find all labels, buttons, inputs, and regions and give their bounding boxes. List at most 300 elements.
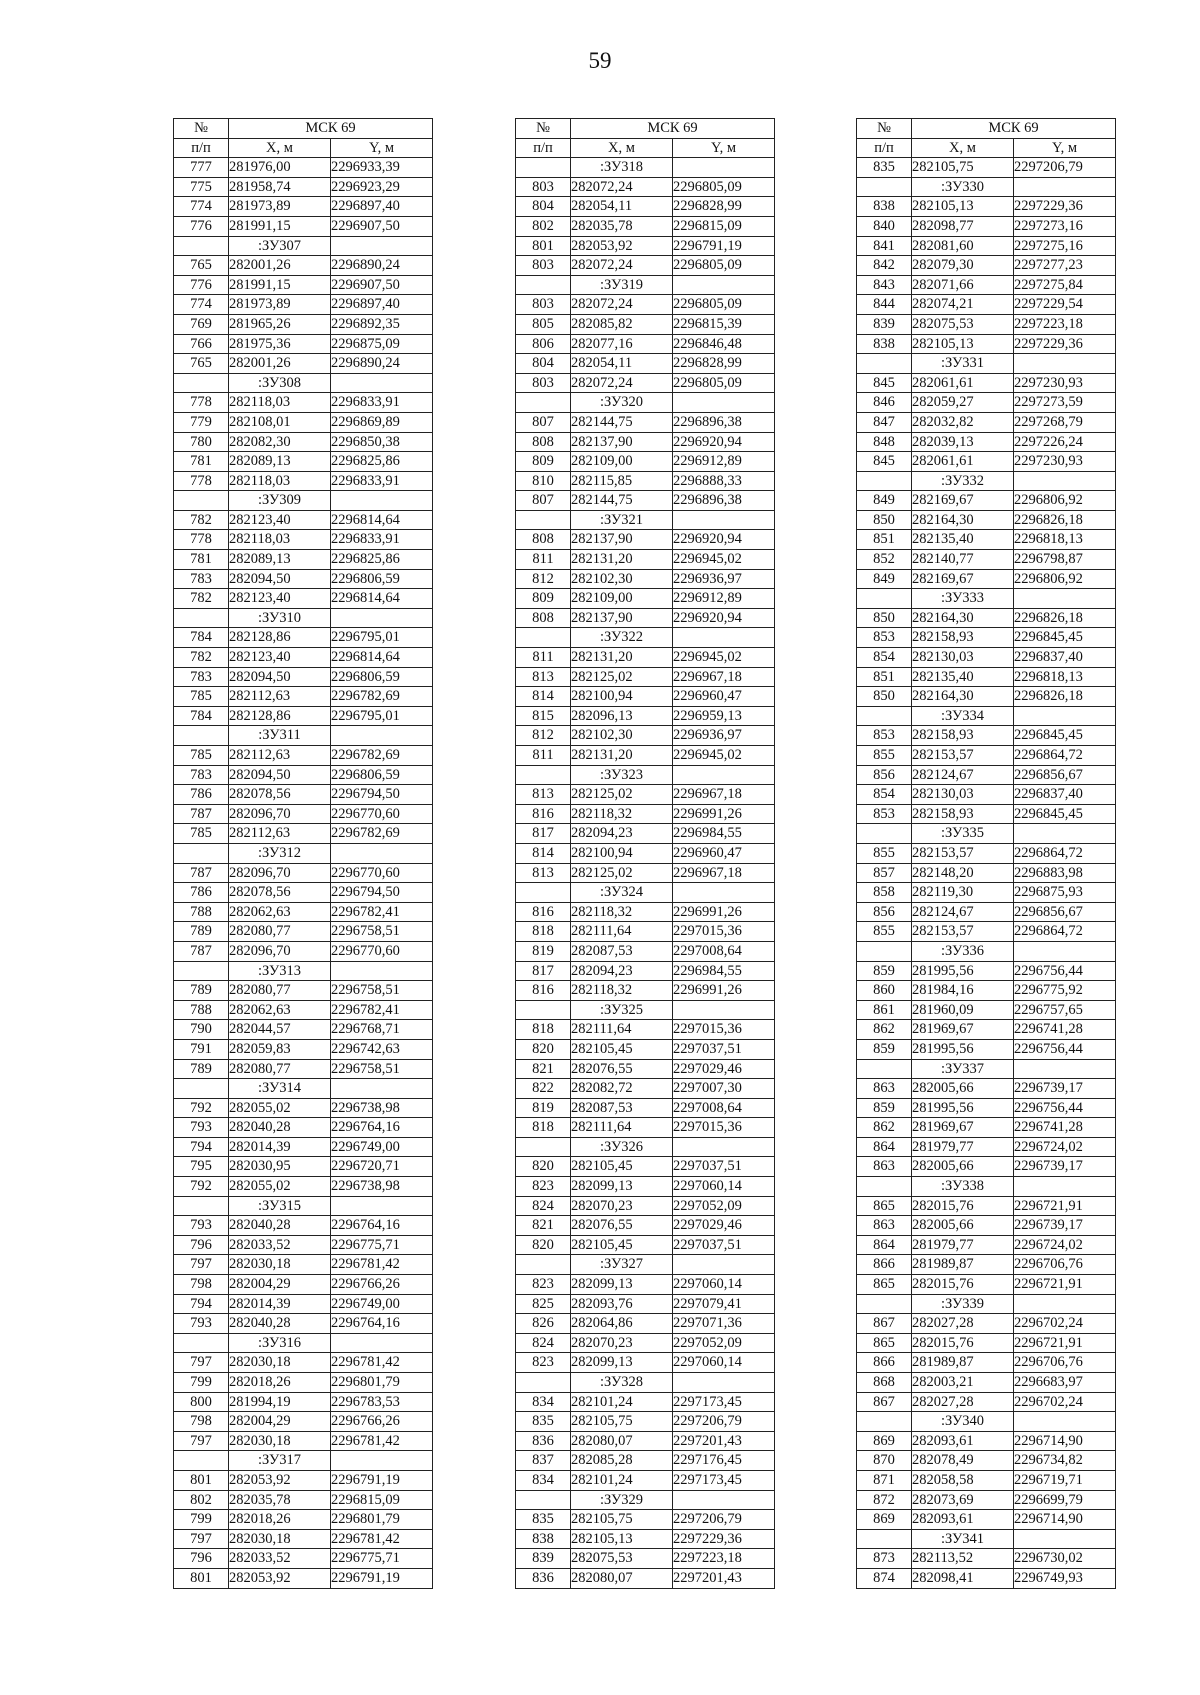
point-number-cell: 782 (174, 510, 229, 530)
y-coordinate-cell: 2296758,51 (331, 1059, 433, 1079)
parcel-section-row (857, 1059, 1116, 1079)
point-number-cell: 780 (174, 432, 229, 452)
point-number-cell (174, 961, 229, 981)
point-number-cell: 873 (857, 1549, 912, 1569)
y-coordinate-cell: 2297277,23 (1014, 256, 1116, 276)
table-row (857, 1000, 1116, 1020)
point-number-cell: 865 (857, 1275, 912, 1295)
table-row (516, 667, 775, 687)
x-coordinate-cell: 282075,53 (571, 1549, 673, 1569)
point-number-cell: 798 (174, 1275, 229, 1295)
table-row (516, 1412, 775, 1432)
x-coordinate-cell: 282062,63 (229, 1000, 331, 1020)
table-row (857, 452, 1116, 472)
table-row (857, 1039, 1116, 1059)
point-number-cell: 807 (516, 491, 571, 511)
point-number-cell: 851 (857, 667, 912, 687)
x-coordinate-cell: 282080,77 (229, 1059, 331, 1079)
y-coordinate-cell (1014, 177, 1116, 197)
point-number-cell: 863 (857, 1216, 912, 1236)
y-coordinate-cell: 2296770,60 (331, 863, 433, 883)
y-coordinate-cell: 2296764,16 (331, 1216, 433, 1236)
y-coordinate-cell: 2296991,26 (673, 981, 775, 1001)
x-coordinate-cell: 282098,41 (912, 1568, 1014, 1588)
y-coordinate-cell: 2296897,40 (331, 295, 433, 315)
table-row (857, 1157, 1116, 1177)
point-number-cell: 871 (857, 1470, 912, 1490)
table-row (174, 863, 433, 883)
parcel-label-cell: :ЗУ307 (229, 236, 331, 256)
point-number-cell: 856 (857, 902, 912, 922)
y-coordinate-cell: 2297229,36 (1014, 334, 1116, 354)
x-coordinate-cell: 282080,77 (229, 981, 331, 1001)
table-row (516, 1098, 775, 1118)
x-coordinate-cell: 282094,50 (229, 569, 331, 589)
point-number-cell: 783 (174, 667, 229, 687)
x-coordinate-cell: 282003,21 (912, 1373, 1014, 1393)
y-coordinate-cell: 2296888,33 (673, 471, 775, 491)
point-number-cell: 808 (516, 432, 571, 452)
y-coordinate-cell: 2296749,93 (1014, 1568, 1116, 1588)
table-row (174, 334, 433, 354)
parcel-section-row (857, 1412, 1116, 1432)
point-number-cell: 863 (857, 1157, 912, 1177)
y-coordinate-cell: 2296890,24 (331, 256, 433, 276)
x-coordinate-cell: 282098,77 (912, 216, 1014, 236)
point-number-cell: 825 (516, 1294, 571, 1314)
y-coordinate-cell: 2297223,18 (1014, 314, 1116, 334)
y-coordinate-cell: 2296721,91 (1014, 1333, 1116, 1353)
table-row (857, 1118, 1116, 1138)
point-number-cell: 869 (857, 1510, 912, 1530)
x-coordinate-cell: 282082,72 (571, 1079, 673, 1099)
y-coordinate-cell: 2296783,53 (331, 1392, 433, 1412)
table-row (857, 648, 1116, 668)
point-number-cell (857, 589, 912, 609)
table-row (857, 804, 1116, 824)
x-coordinate-cell: 282033,52 (229, 1235, 331, 1255)
table-row (174, 883, 433, 903)
table-row (857, 726, 1116, 746)
y-coordinate-cell: 2296814,64 (331, 510, 433, 530)
y-coordinate-cell (331, 373, 433, 393)
y-coordinate-cell: 2296825,86 (331, 550, 433, 570)
parcel-section-row (516, 1373, 775, 1393)
y-coordinate-cell: 2296896,38 (673, 412, 775, 432)
table-row (174, 197, 433, 217)
y-coordinate-cell: 2296806,92 (1014, 569, 1116, 589)
point-number-cell: 852 (857, 550, 912, 570)
y-coordinate-cell: 2296933,39 (331, 158, 433, 178)
y-coordinate-cell (1014, 1294, 1116, 1314)
y-coordinate-cell: 2296805,09 (673, 177, 775, 197)
y-coordinate-cell: 2296775,71 (331, 1235, 433, 1255)
x-coordinate-cell: 282123,40 (229, 589, 331, 609)
x-coordinate-cell: 282158,93 (912, 804, 1014, 824)
table-row (857, 550, 1116, 570)
y-coordinate-cell (1014, 589, 1116, 609)
point-number-cell (857, 471, 912, 491)
y-coordinate-cell: 2296875,93 (1014, 883, 1116, 903)
table-row (516, 706, 775, 726)
y-coordinate-cell: 2296758,51 (331, 922, 433, 942)
y-coordinate-cell: 2296738,98 (331, 1177, 433, 1197)
point-number-cell: 845 (857, 373, 912, 393)
y-coordinate-cell: 2296764,16 (331, 1118, 433, 1138)
point-number-cell: 786 (174, 883, 229, 903)
y-coordinate-cell (673, 1255, 775, 1275)
y-coordinate-cell: 2296739,17 (1014, 1079, 1116, 1099)
parcel-label-cell: :ЗУ332 (912, 471, 1014, 491)
point-number-cell (174, 1079, 229, 1099)
x-coordinate-cell: 282093,76 (571, 1294, 673, 1314)
point-number-cell (857, 1059, 912, 1079)
parcel-label-cell: :ЗУ326 (571, 1137, 673, 1157)
parcel-label-cell: :ЗУ339 (912, 1294, 1014, 1314)
y-coordinate-cell (1014, 471, 1116, 491)
table-row (174, 804, 433, 824)
y-coordinate-cell: 2296864,72 (1014, 843, 1116, 863)
table-row (174, 216, 433, 236)
table-row (516, 197, 775, 217)
table-row (857, 1353, 1116, 1373)
table-row (174, 1549, 433, 1569)
x-coordinate-cell: 282105,45 (571, 1235, 673, 1255)
x-coordinate-cell: 281973,89 (229, 197, 331, 217)
x-coordinate-cell: 282123,40 (229, 510, 331, 530)
header-number-sign: № (857, 119, 912, 139)
table-row (516, 922, 775, 942)
y-coordinate-cell (1014, 1412, 1116, 1432)
x-coordinate-cell: 282032,82 (912, 412, 1014, 432)
x-coordinate-cell: 282080,07 (571, 1431, 673, 1451)
point-number-cell: 777 (174, 158, 229, 178)
y-coordinate-cell: 2296897,40 (331, 197, 433, 217)
y-coordinate-cell: 2296781,42 (331, 1529, 433, 1549)
table-row (857, 256, 1116, 276)
parcel-section-row (174, 1451, 433, 1471)
x-coordinate-cell: 281969,67 (912, 1118, 1014, 1138)
x-coordinate-cell: 282001,26 (229, 256, 331, 276)
table-row (516, 804, 775, 824)
point-number-cell: 791 (174, 1039, 229, 1059)
point-number-cell: 787 (174, 863, 229, 883)
x-coordinate-cell: 282099,13 (571, 1275, 673, 1295)
table-row (857, 530, 1116, 550)
y-coordinate-cell (673, 158, 775, 178)
point-number-cell: 769 (174, 314, 229, 334)
point-number-cell: 803 (516, 295, 571, 315)
point-number-cell: 785 (174, 746, 229, 766)
table-row (174, 510, 433, 530)
point-number-cell: 862 (857, 1020, 912, 1040)
x-coordinate-cell: 282102,30 (571, 569, 673, 589)
table-row (174, 569, 433, 589)
point-number-cell: 868 (857, 1373, 912, 1393)
parcel-section-row (174, 961, 433, 981)
x-coordinate-cell: 281973,89 (229, 295, 331, 315)
x-coordinate-cell: 282105,75 (571, 1510, 673, 1530)
table-row (857, 1490, 1116, 1510)
point-number-cell: 765 (174, 354, 229, 374)
point-number-cell: 836 (516, 1568, 571, 1588)
x-coordinate-cell: 282137,90 (571, 608, 673, 628)
y-coordinate-cell: 2297206,79 (673, 1510, 775, 1530)
y-coordinate-cell: 2296795,01 (331, 706, 433, 726)
x-coordinate-cell: 282089,13 (229, 452, 331, 472)
table-row (516, 256, 775, 276)
y-coordinate-cell: 2297229,54 (1014, 295, 1116, 315)
parcel-section-row (516, 1137, 775, 1157)
y-coordinate-cell: 2297008,64 (673, 1098, 775, 1118)
table-row (516, 295, 775, 315)
parcel-section-row (516, 765, 775, 785)
point-number-cell: 808 (516, 608, 571, 628)
y-coordinate-cell: 2296892,35 (331, 314, 433, 334)
point-number-cell (516, 275, 571, 295)
y-coordinate-cell (673, 393, 775, 413)
y-coordinate-cell (673, 510, 775, 530)
x-coordinate-cell: 282096,70 (229, 863, 331, 883)
point-number-cell: 778 (174, 393, 229, 413)
table-row (516, 1392, 775, 1412)
parcel-label-cell: :ЗУ320 (571, 393, 673, 413)
point-number-cell: 849 (857, 491, 912, 511)
y-coordinate-cell: 2296806,59 (331, 765, 433, 785)
x-coordinate-cell: 282001,26 (229, 354, 331, 374)
x-coordinate-cell: 282093,61 (912, 1431, 1014, 1451)
y-coordinate-cell (673, 765, 775, 785)
table-row (516, 1568, 775, 1588)
table-row (174, 393, 433, 413)
table-row (516, 530, 775, 550)
table-row (174, 1000, 433, 1020)
x-coordinate-cell: 282078,56 (229, 883, 331, 903)
x-coordinate-cell: 282128,86 (229, 628, 331, 648)
table-row (516, 608, 775, 628)
point-number-cell: 799 (174, 1373, 229, 1393)
table-row (174, 1216, 433, 1236)
x-coordinate-cell: 282059,83 (229, 1039, 331, 1059)
table-row (174, 1020, 433, 1040)
table-row (174, 1157, 433, 1177)
x-coordinate-cell: 282123,40 (229, 648, 331, 668)
table-row (857, 981, 1116, 1001)
table-row (516, 1059, 775, 1079)
point-number-cell: 835 (857, 158, 912, 178)
point-number-cell: 801 (516, 236, 571, 256)
x-coordinate-cell: 281958,74 (229, 177, 331, 197)
table-row (516, 687, 775, 707)
table-row (857, 1196, 1116, 1216)
x-coordinate-cell: 282125,02 (571, 785, 673, 805)
point-number-cell (857, 354, 912, 374)
x-coordinate-cell: 282105,13 (912, 334, 1014, 354)
y-coordinate-cell: 2296837,40 (1014, 648, 1116, 668)
point-number-cell: 774 (174, 295, 229, 315)
x-coordinate-cell: 282094,50 (229, 765, 331, 785)
x-coordinate-cell: 282153,57 (912, 922, 1014, 942)
table-row (174, 432, 433, 452)
table-row (516, 1039, 775, 1059)
x-coordinate-cell: 282096,70 (229, 804, 331, 824)
table-row (174, 452, 433, 472)
point-number-cell (857, 1529, 912, 1549)
x-coordinate-cell: 282144,75 (571, 491, 673, 511)
y-coordinate-cell: 2296984,55 (673, 824, 775, 844)
point-number-cell: 835 (516, 1510, 571, 1530)
point-number-cell: 848 (857, 432, 912, 452)
y-coordinate-cell: 2296805,09 (673, 256, 775, 276)
x-coordinate-cell: 282005,66 (912, 1157, 1014, 1177)
table-row (857, 1333, 1116, 1353)
x-coordinate-cell: 282085,28 (571, 1451, 673, 1471)
table-row (174, 1392, 433, 1412)
parcel-section-row (857, 177, 1116, 197)
table-row (857, 432, 1116, 452)
table-row (516, 1529, 775, 1549)
point-number-cell: 785 (174, 687, 229, 707)
y-coordinate-cell: 2297206,79 (673, 1412, 775, 1432)
y-coordinate-cell: 2297176,45 (673, 1451, 775, 1471)
point-number-cell: 786 (174, 785, 229, 805)
point-number-cell: 784 (174, 706, 229, 726)
y-coordinate-cell: 2296714,90 (1014, 1510, 1116, 1530)
point-number-cell: 843 (857, 275, 912, 295)
x-coordinate-cell: 282030,18 (229, 1431, 331, 1451)
table-row (857, 314, 1116, 334)
y-coordinate-cell (1014, 354, 1116, 374)
point-number-cell (857, 1177, 912, 1197)
coordinates-table-left (173, 118, 433, 1589)
x-coordinate-cell: 282125,02 (571, 863, 673, 883)
x-coordinate-cell: 282015,76 (912, 1333, 1014, 1353)
point-number-cell: 798 (174, 1412, 229, 1432)
x-coordinate-cell: 282105,13 (912, 197, 1014, 217)
y-coordinate-cell: 2296782,69 (331, 687, 433, 707)
x-coordinate-cell: 282137,90 (571, 432, 673, 452)
coordinates-table-middle (515, 118, 775, 1589)
x-coordinate-cell: 282062,63 (229, 902, 331, 922)
table-row (174, 1294, 433, 1314)
y-coordinate-cell: 2296846,48 (673, 334, 775, 354)
point-number-cell: 853 (857, 726, 912, 746)
x-coordinate-cell: 282087,53 (571, 1098, 673, 1118)
y-coordinate-cell (331, 1451, 433, 1471)
point-number-cell: 839 (516, 1549, 571, 1569)
parcel-section-row (516, 510, 775, 530)
y-coordinate-cell: 2296845,45 (1014, 628, 1116, 648)
y-coordinate-cell: 2296967,18 (673, 667, 775, 687)
point-number-cell (516, 1137, 571, 1157)
y-coordinate-cell: 2297229,36 (1014, 197, 1116, 217)
table-row (174, 1353, 433, 1373)
parcel-label-cell: :ЗУ331 (912, 354, 1014, 374)
y-coordinate-cell: 2296845,45 (1014, 726, 1116, 746)
y-coordinate-cell: 2296984,55 (673, 961, 775, 981)
table-row (174, 530, 433, 550)
point-number-cell: 808 (516, 530, 571, 550)
y-coordinate-cell: 2296936,97 (673, 726, 775, 746)
point-number-cell: 784 (174, 628, 229, 648)
parcel-section-row (516, 1255, 775, 1275)
point-number-cell: 804 (516, 354, 571, 374)
table-row (516, 314, 775, 334)
y-coordinate-cell (1014, 706, 1116, 726)
parcel-label-cell: :ЗУ327 (571, 1255, 673, 1275)
y-coordinate-cell: 2296741,28 (1014, 1118, 1116, 1138)
point-number-cell (516, 510, 571, 530)
y-coordinate-cell: 2297275,16 (1014, 236, 1116, 256)
table-row (174, 1098, 433, 1118)
point-number-cell (174, 843, 229, 863)
header-index-label: п/п (516, 138, 571, 158)
parcel-label-cell: :ЗУ338 (912, 1177, 1014, 1197)
y-coordinate-cell: 2297060,14 (673, 1177, 775, 1197)
point-number-cell: 842 (857, 256, 912, 276)
table-row (857, 1020, 1116, 1040)
table-row (857, 628, 1116, 648)
x-coordinate-cell: 282055,02 (229, 1098, 331, 1118)
table-row (174, 648, 433, 668)
x-coordinate-cell: 282040,28 (229, 1314, 331, 1334)
y-coordinate-cell: 2297273,59 (1014, 393, 1116, 413)
y-coordinate-cell: 2296791,19 (673, 236, 775, 256)
point-number-cell: 861 (857, 1000, 912, 1020)
point-number-cell: 794 (174, 1137, 229, 1157)
point-number-cell: 818 (516, 1118, 571, 1138)
point-number-cell: 812 (516, 726, 571, 746)
table-row (174, 589, 433, 609)
x-coordinate-cell: 282027,28 (912, 1392, 1014, 1412)
point-number-cell: 810 (516, 471, 571, 491)
point-number-cell: 796 (174, 1549, 229, 1569)
table-row (857, 863, 1116, 883)
x-coordinate-cell: 282018,26 (229, 1373, 331, 1393)
table-row (857, 765, 1116, 785)
y-coordinate-cell (331, 843, 433, 863)
y-coordinate-cell: 2296814,64 (331, 589, 433, 609)
point-number-cell: 774 (174, 197, 229, 217)
x-coordinate-cell: 282018,26 (229, 1510, 331, 1530)
table-row (516, 1079, 775, 1099)
table-row (174, 1373, 433, 1393)
y-coordinate-cell: 2296912,89 (673, 589, 775, 609)
point-number-cell: 837 (516, 1451, 571, 1471)
y-coordinate-cell: 2296815,39 (673, 314, 775, 334)
point-number-cell: 800 (174, 1392, 229, 1412)
x-coordinate-cell: 282128,86 (229, 706, 331, 726)
point-number-cell: 792 (174, 1177, 229, 1197)
parcel-label-cell: :ЗУ334 (912, 706, 1014, 726)
y-coordinate-cell: 2296749,00 (331, 1137, 433, 1157)
point-number-cell: 839 (857, 314, 912, 334)
table-row (857, 1314, 1116, 1334)
y-coordinate-cell: 2296815,09 (331, 1490, 433, 1510)
x-coordinate-cell: 282072,24 (571, 177, 673, 197)
parcel-section-row (516, 628, 775, 648)
y-coordinate-cell: 2296798,87 (1014, 550, 1116, 570)
parcel-section-row (174, 236, 433, 256)
point-number-cell: 816 (516, 902, 571, 922)
table-row (516, 491, 775, 511)
x-coordinate-cell: 282112,63 (229, 687, 331, 707)
y-coordinate-cell: 2296850,38 (331, 432, 433, 452)
point-number-cell: 874 (857, 1568, 912, 1588)
y-coordinate-cell (331, 726, 433, 746)
x-coordinate-cell: 281965,26 (229, 314, 331, 334)
parcel-label-cell: :ЗУ317 (229, 1451, 331, 1471)
